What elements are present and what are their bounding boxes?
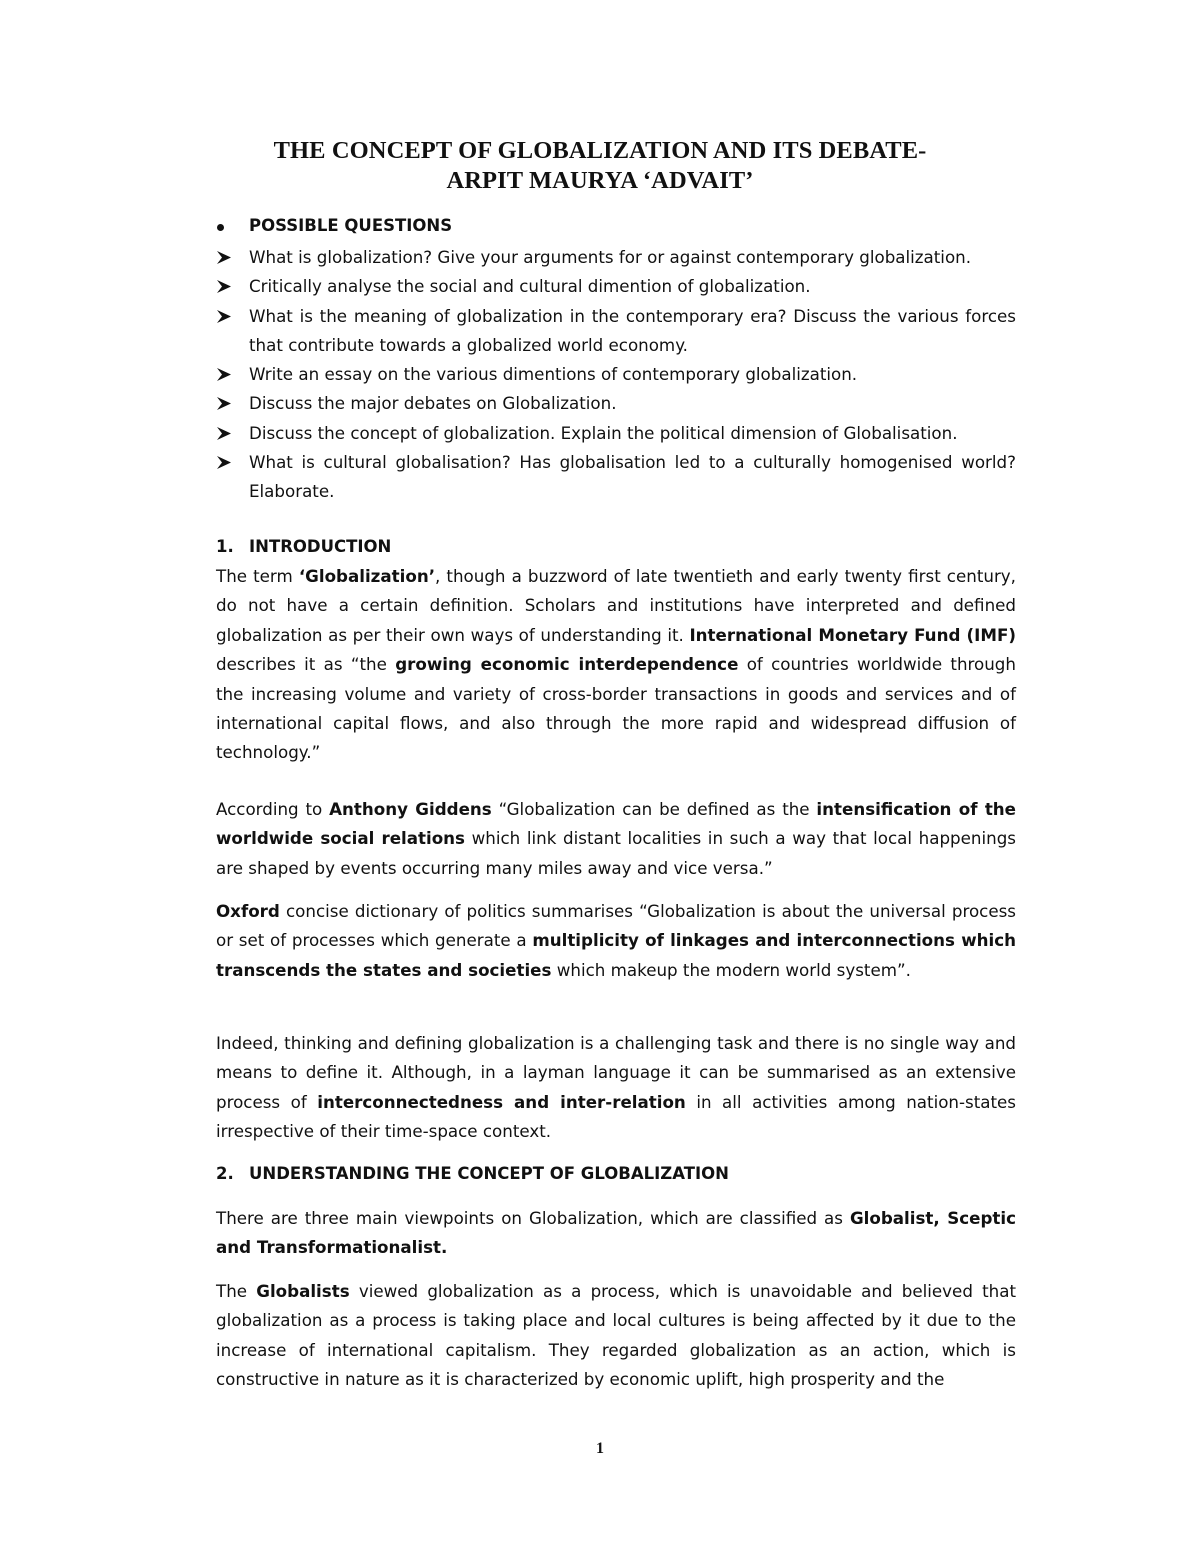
question-item: Discuss the concept of globalization. Explain the political dimension of Globalisation.	[216, 419, 1016, 448]
question-item: What is globalization? Give your arguments for or against contemporary globalization.	[216, 243, 1016, 272]
intro-paragraph-1: The term ‘Globalization’, though a buzzword of late twentieth and early twenty first century, do not have a certain definition. Scholars and institutions have interpreted and defined globalization as per their own ways of understanding it. International Monetary Fund (IMF) describes it as “the growing economic interdependence of countries worldwide through the increasing volume and variety of cross-border transactions in goods and services and of international capital flows, and also through the more rapid and widespread diffusion of technology.”	[216, 566, 1016, 763]
possible-questions-heading: POSSIBLE QUESTIONS	[216, 214, 1016, 243]
arrow-bullet-icon	[216, 279, 232, 294]
intro-paragraph-4: Indeed, thinking and defining globalization is a challenging task and there is no single way and means to define it. Although, in a layman language it can be summarised as an extensive process of interconnectedness and inter-relation in all activities among nation-states irrespective of their time-space context.	[216, 1033, 1016, 1142]
arrow-bullet-icon	[216, 426, 232, 441]
possible-questions-list	[216, 214, 1016, 507]
arrow-bullet-icon	[216, 250, 232, 265]
page-number: 1	[596, 1440, 604, 1457]
question-item: Write an essay on the various dimentions of contemporary globalization.	[216, 360, 1016, 389]
question-item: Discuss the major debates on Globalization.	[216, 389, 1016, 418]
document-title-line-2: ARPIT MAURYA ‘ADVAIT’	[446, 167, 754, 194]
intro-paragraph-2: According to Anthony Giddens “Globalization can be defined as the intensification of the worldwide social relations which link distant localities in such a way that local happenings are shaped by events occurring many miles away and vice versa.”	[216, 799, 1016, 878]
intro-paragraph-3: Oxford concise dictionary of politics summarises “Globalization is about the universal process or set of processes which generate a multiplicity of linkages and interconnections which transcends the states and societies which makeup the modern world system”.	[216, 901, 1016, 980]
section-1-heading: 1. INTRODUCTION	[216, 537, 392, 556]
document-title-line-1: THE CONCEPT OF GLOBALIZATION AND ITS DEBATE-	[273, 137, 927, 164]
concept-paragraph-1: There are three main viewpoints on Globalization, which are classified as Globalist, Sceptic and Transformationalist.	[216, 1208, 1016, 1258]
question-item: What is cultural globalisation? Has globalisation led to a culturally homogenised world?Elaborate.	[216, 448, 1016, 507]
arrow-bullet-icon	[216, 396, 232, 411]
concept-paragraph-2: The Globalists viewed globalization as a process, which is unavoidable and believed that globalization as a process is taking place and local cultures is being affected by it due to the increase of international capitalism. They regarded globalization as an action, which is constructive in nature as it is characterized by economic uplift, high prosperity and the	[216, 1281, 1017, 1390]
arrow-bullet-icon	[216, 455, 232, 470]
section-2-heading: 2. UNDERSTANDING THE CONCEPT OF GLOBALIZATION	[216, 1164, 729, 1183]
question-item: Critically analyse the social and cultural dimention of globalization.	[216, 272, 1016, 301]
question-item: What is the meaning of globalization in the contemporary era? Discuss the various forces that contribute towards a globalized world economy.	[216, 302, 1016, 361]
arrow-bullet-icon	[216, 367, 232, 382]
bullet-icon	[217, 224, 224, 231]
arrow-bullet-icon	[216, 309, 232, 324]
